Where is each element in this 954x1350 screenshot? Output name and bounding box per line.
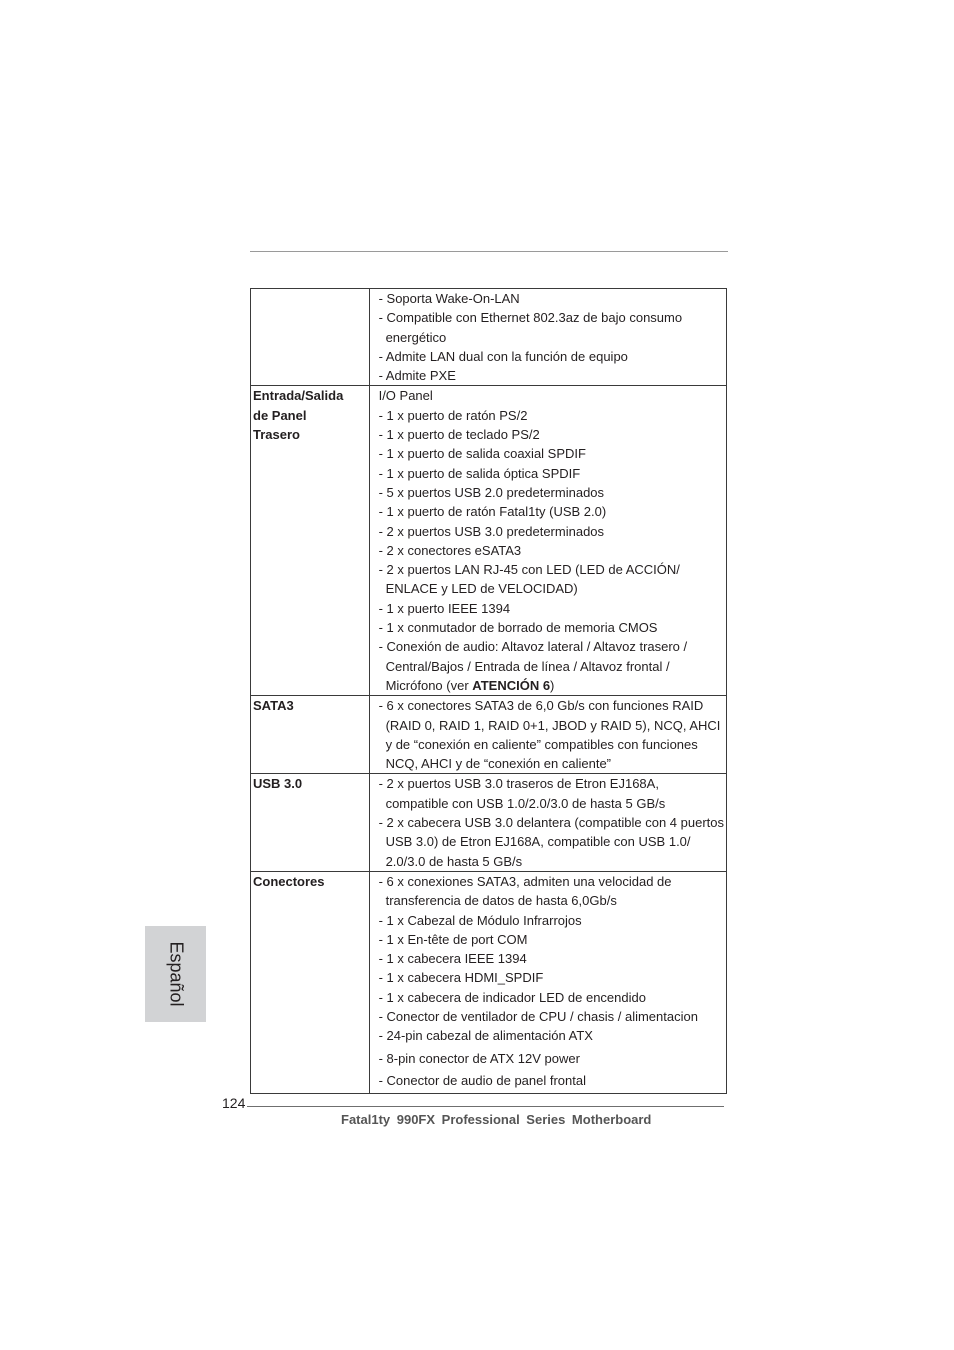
- spec-line: energético: [385, 329, 447, 345]
- spec-line: - 1 x puerto de ratón PS/2: [378, 407, 528, 423]
- attention-reference: ATENCIÓN 6: [472, 677, 551, 693]
- spec-label-line: de Panel: [253, 407, 307, 423]
- spec-line: - Compatible con Ethernet 802.3az de bajo consumo: [378, 310, 683, 326]
- spec-line: I/O Panel: [378, 388, 433, 404]
- spec-row-usb3: [251, 774, 727, 871]
- spec-label-line: Trasero: [253, 427, 300, 443]
- page-number: 124: [222, 1095, 246, 1111]
- spec-items: [369, 871, 726, 1093]
- spec-line: - Conector de ventilador de CPU / chasis / alimentacion: [378, 1008, 698, 1024]
- spec-line: y de “conexión en caliente” compatibles con funciones: [385, 736, 698, 752]
- spec-line: [379, 676, 724, 695]
- spec-line: - 1 x cabecera HDMI_SPDIF: [378, 970, 544, 986]
- spec-label-line: Entrada/Salida: [253, 388, 344, 404]
- spec-line-text: Micrófono (ver: [385, 677, 473, 693]
- spec-line: - 1 x puerto IEEE 1394: [378, 600, 511, 616]
- spec-line: compatible con USB 1.0/2.0/3.0 de hasta 5 GB/s: [385, 795, 666, 811]
- spec-line: - 1 x En-tête de port COM: [378, 931, 528, 947]
- spec-line: - 6 x conectores SATA3 de 6,0 Gb/s con funciones RAID: [378, 698, 704, 714]
- language-tab-label: Español: [166, 941, 186, 1007]
- spec-line: NCQ, AHCI y de “conexión en caliente”: [385, 756, 612, 772]
- spec-line: - 1 x cabecera de indicador LED de encendido: [378, 989, 646, 1005]
- spec-line-text: ): [550, 677, 555, 693]
- spec-row-lan: [251, 289, 727, 386]
- spec-line: - 1 x puerto de ratón Fatal1ty (USB 2.0): [378, 504, 607, 520]
- spec-items: [369, 386, 726, 696]
- spec-line: - 1 x puerto de salida coaxial SPDIF: [378, 446, 586, 462]
- spec-line: - Admite LAN dual con la función de equipo: [378, 348, 628, 364]
- spec-label-line: SATA3: [253, 698, 294, 714]
- spec-row-sata3: [251, 696, 727, 774]
- spec-line: - 2 x conectores eSATA3: [378, 542, 522, 558]
- spec-line: - 6 x conexiones SATA3, admiten una velocidad de: [378, 873, 672, 889]
- spec-line: - 5 x puertos USB 2.0 predeterminados: [378, 484, 605, 500]
- spec-items: [369, 289, 726, 386]
- spec-line: Central/Bajos / Entrada de línea / Altavoz frontal /: [385, 658, 670, 674]
- spec-label-line: Conectores: [253, 873, 325, 889]
- spec-line: - 1 x puerto de teclado PS/2: [378, 427, 540, 443]
- spec-line: - 1 x conmutador de borrado de memoria CMOS: [378, 620, 658, 636]
- spec-line: - 1 x cabecera IEEE 1394: [378, 951, 527, 967]
- spec-line: - 2 x cabecera USB 3.0 delantera (compatible con 4 puertos: [378, 815, 724, 831]
- spec-line: transferencia de datos de hasta 6,0Gb/s: [385, 893, 617, 909]
- spec-line: - 2 x puertos USB 3.0 predeterminados: [378, 523, 605, 539]
- spec-items: [369, 774, 726, 871]
- spec-line: - 1 x Cabezal de Módulo Infrarrojos: [378, 912, 582, 928]
- spec-line: - 2 x puertos LAN RJ-45 con LED (LED de ACCIÓN/: [378, 562, 680, 578]
- spec-table: [250, 288, 727, 1094]
- spec-line: (RAID 0, RAID 1, RAID 0+1, JBOD y RAID 5), NCQ, AHCI: [385, 717, 721, 733]
- spec-line: - 1 x puerto de salida óptica SPDIF: [378, 465, 581, 481]
- spec-line: - Soporta Wake-On-LAN: [378, 291, 520, 306]
- footer-title: Fatal1ty 990FX Professional Series Motherboard: [341, 1112, 652, 1127]
- spec-line: - 24-pin cabezal de alimentación ATX: [378, 1028, 593, 1044]
- spec-row-connectors: [251, 871, 727, 1093]
- spec-line: ENLACE y LED de VELOCIDAD): [385, 581, 578, 597]
- spec-line: 2.0/3.0 de hasta 5 GB/s: [385, 853, 523, 869]
- spec-items: [369, 696, 726, 774]
- language-side-tab: [145, 926, 206, 1022]
- spec-label: [251, 289, 370, 386]
- spec-line: - Admite PXE: [378, 368, 456, 384]
- spec-line: - Conector de audio de panel frontal: [378, 1072, 586, 1088]
- spec-line: - Conexión de audio: Altavoz lateral / Altavoz trasero /: [378, 639, 688, 655]
- spec-line: - 2 x puertos USB 3.0 traseros de Etron EJ168A,: [378, 776, 659, 792]
- spec-label: [251, 696, 370, 774]
- spec-row-rear-panel-io: [251, 386, 727, 696]
- spec-label-line: USB 3.0: [253, 776, 303, 792]
- bottom-rule: [247, 1106, 724, 1107]
- spec-label: [251, 871, 370, 1093]
- top-rule: [250, 251, 728, 252]
- spec-line: USB 3.0) de Etron EJ168A, compatible con USB 1.0/: [385, 834, 691, 850]
- spec-label: [251, 774, 370, 871]
- spec-line: - 8-pin conector de ATX 12V power: [378, 1050, 580, 1066]
- spec-label: [251, 386, 370, 696]
